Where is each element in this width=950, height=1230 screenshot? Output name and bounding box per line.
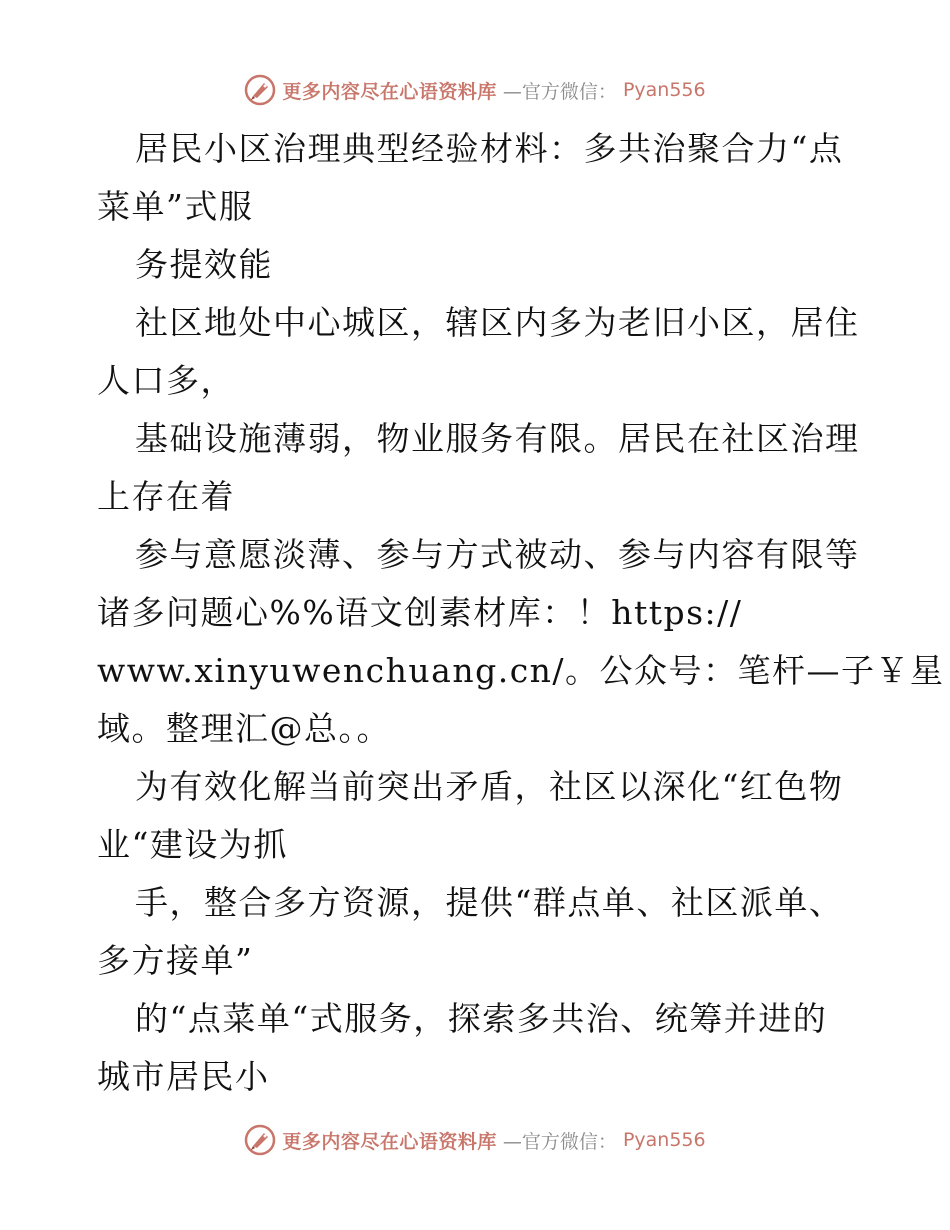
footer-watermark — [0, 1120, 950, 1160]
text-line: 参与意愿淡薄、参与方式被动、参与内容有限等 — [135, 535, 860, 574]
text-line: www.xinyuwenchuang.cn/。公众号：笔杆—子￥星 — [97, 651, 945, 690]
text-line: 人口多， — [97, 361, 235, 400]
text-line: 手，整合多方资源，提供“群点单、社区派单、 — [135, 883, 844, 922]
pen-nib-logo-icon — [244, 74, 276, 106]
pen-nib-logo-icon — [244, 1124, 276, 1156]
document-body — [97, 120, 945, 1106]
text-line: 多方接单” — [97, 941, 254, 980]
text-line: 社区地处中心城区，辖区内多为老旧小区，居住 — [135, 303, 860, 342]
watermark-brand-text: 更多内容尽在心语资料库 — [282, 80, 497, 103]
text-line: 为有效化解当前突出矛盾，社区以深化“红色物 — [135, 767, 844, 806]
watermark-separator-text: —官方微信： — [502, 80, 617, 103]
text-line: 城市居民小 — [97, 1057, 270, 1096]
text-line: 上存在着 — [97, 477, 235, 516]
watermark-separator-text: —官方微信： — [502, 1130, 617, 1153]
watermark-brand-text: 更多内容尽在心语资料库 — [282, 1130, 497, 1153]
text-line: 诸多问题心%%语文创素材库：！https:// — [97, 593, 743, 632]
text-line: 的“点菜单“式服务，探索多共治、统筹并进的 — [135, 999, 828, 1038]
watermark-wechat-id: Pyan556 — [622, 1129, 706, 1151]
watermark-wechat-id: Pyan556 — [622, 79, 706, 101]
text-line: 务提效能 — [135, 245, 273, 284]
text-line: 菜单”式服 — [97, 187, 254, 226]
text-line: 业“建设为抓 — [97, 825, 288, 864]
header-watermark — [0, 70, 950, 110]
text-line: 居民小区治理典型经验材料：多共治聚合力“点 — [135, 129, 844, 168]
text-line: 基础设施薄弱，物业服务有限。居民在社区治理 — [135, 419, 860, 458]
text-line: 域。整理汇@总。。 — [97, 709, 391, 748]
